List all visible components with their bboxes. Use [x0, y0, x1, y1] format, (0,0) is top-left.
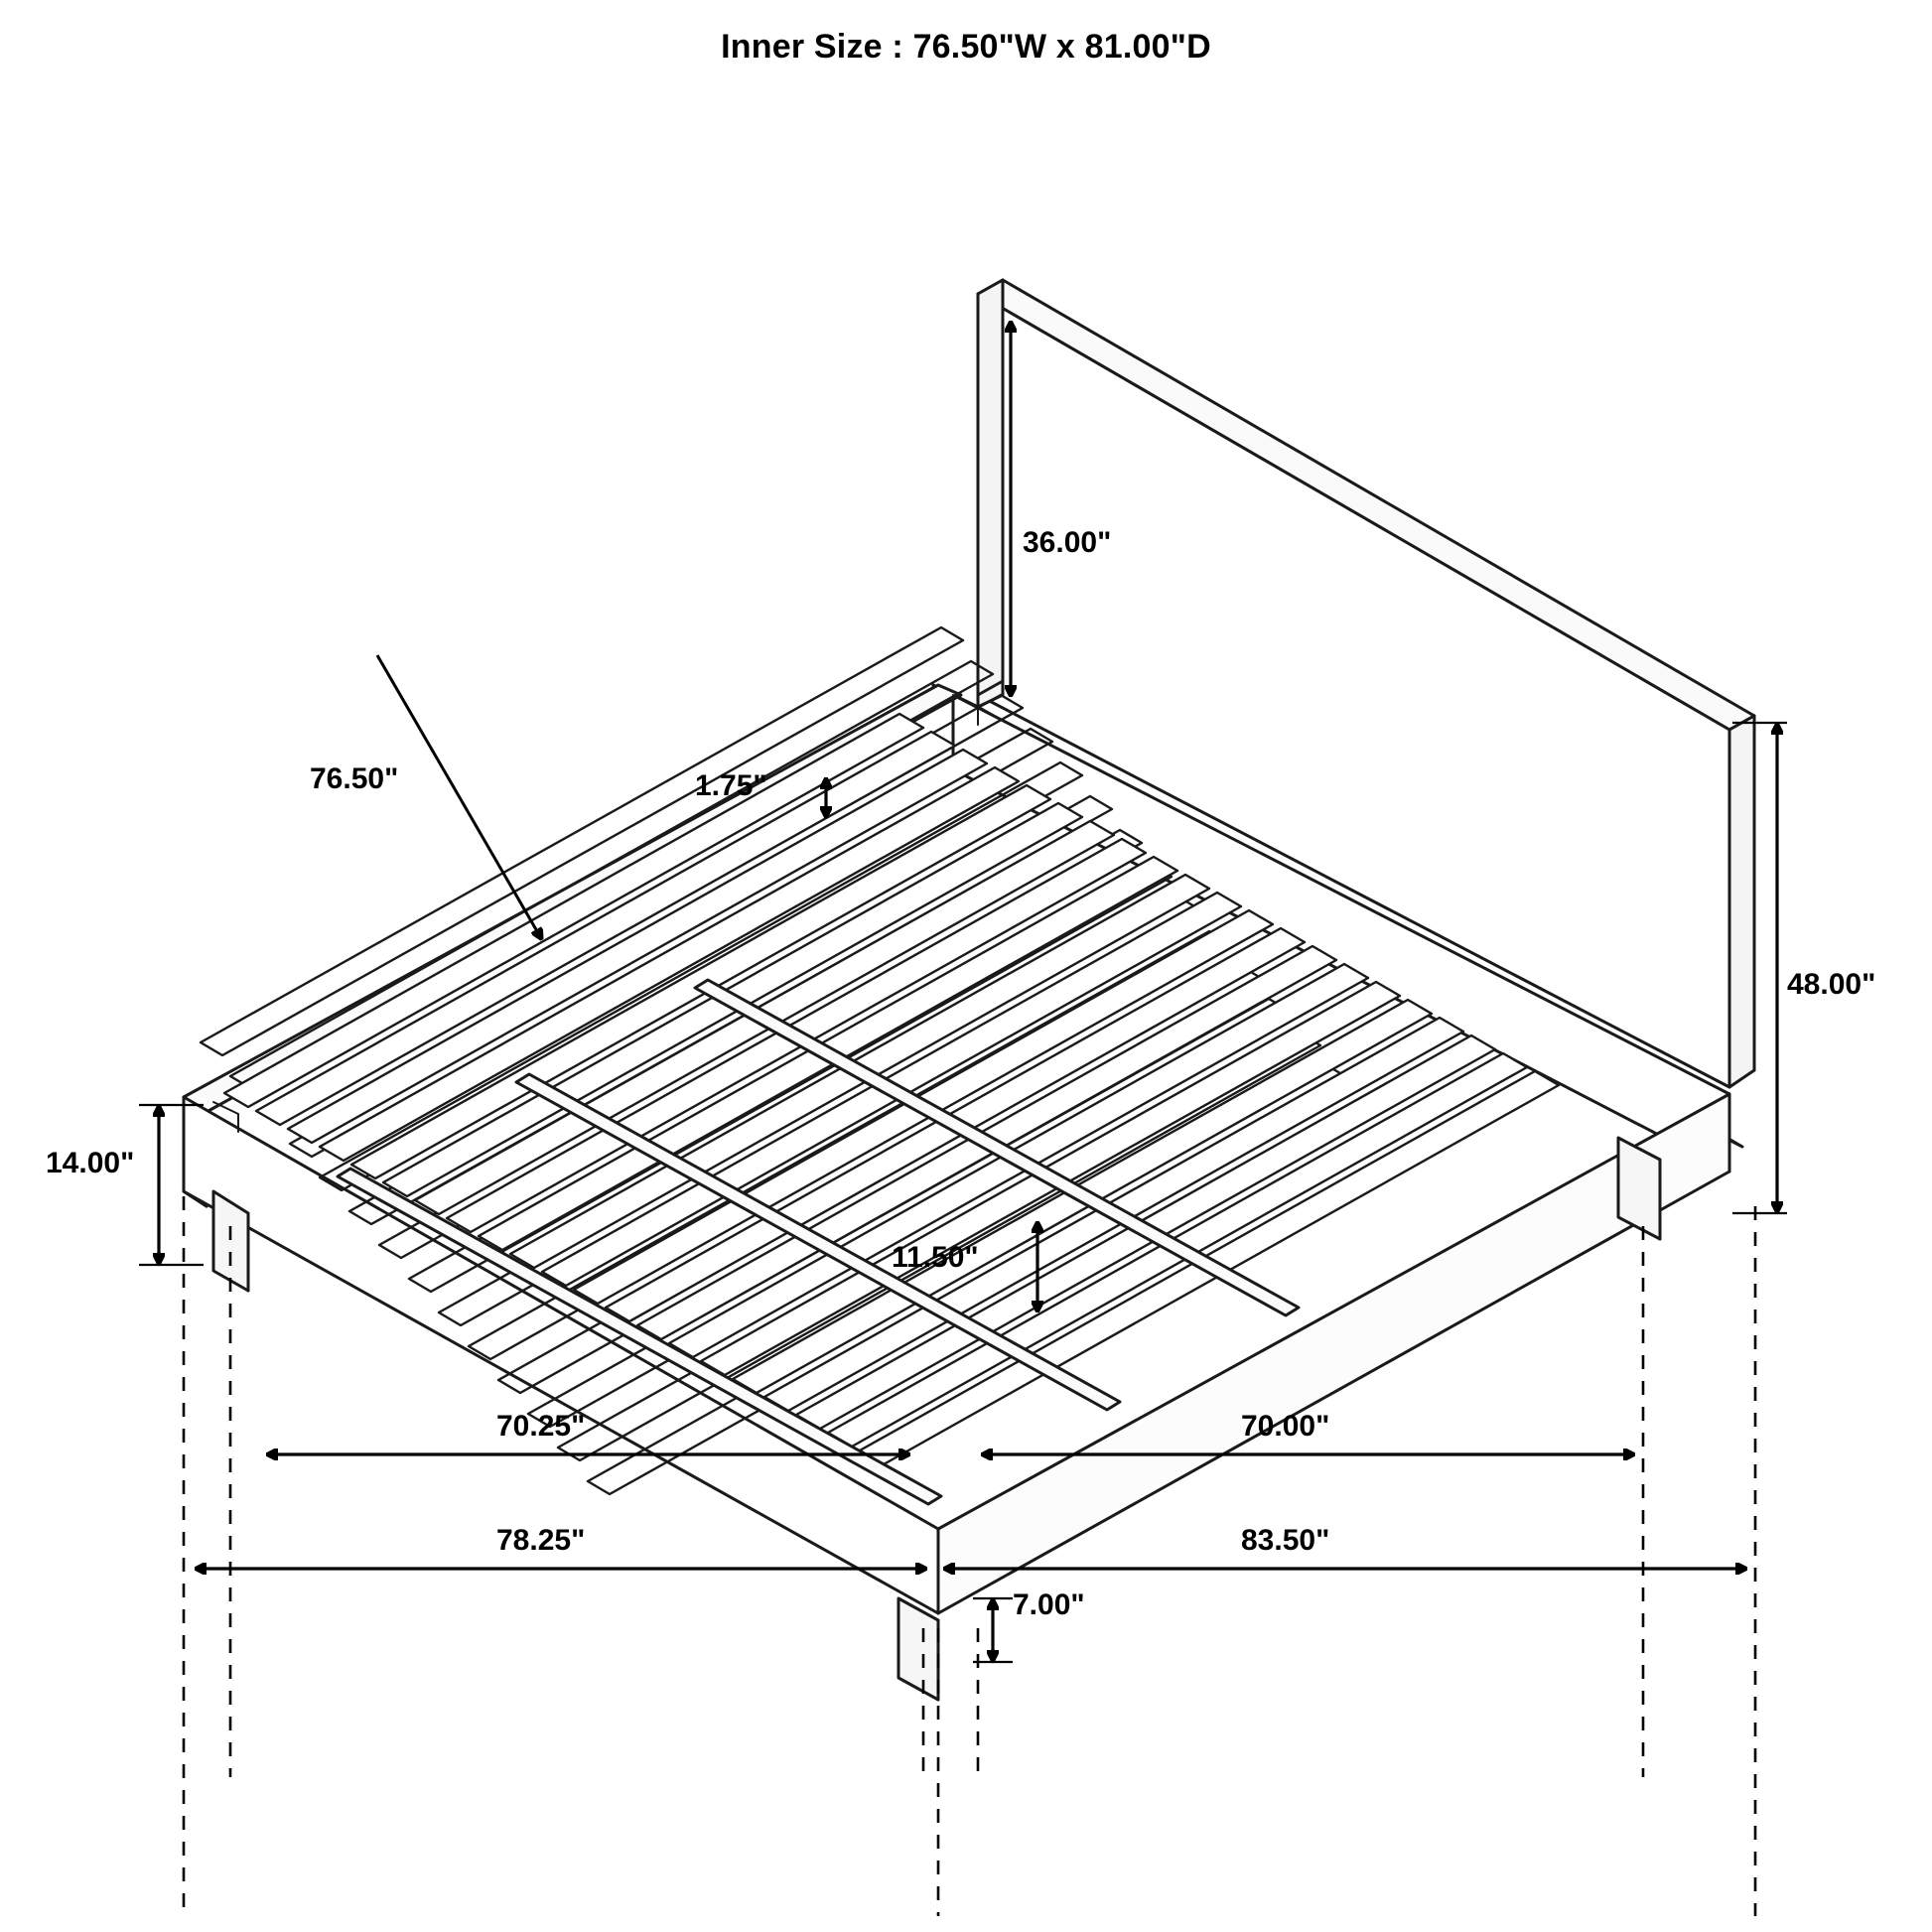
dimension-label-outer-length-left: 78.25": [496, 1524, 586, 1557]
headboard-left-post: [978, 280, 1003, 707]
dimension-label-overall-headboard-height: 48.00": [1787, 968, 1876, 1001]
dimension-label-headboard-height: 36.00": [1023, 526, 1112, 559]
dimension-label-leg-height: 7.00": [1013, 1588, 1085, 1621]
dimension-label-inner-length-left: 70.25": [496, 1410, 586, 1443]
dimension-label-outer-length-right: 83.50": [1241, 1524, 1330, 1557]
dimension-label-inner-length-right: 70.00": [1241, 1410, 1330, 1443]
dimension-label-slat-gap: 11.50": [892, 1241, 979, 1274]
dimension-label-slat-width: 76.50": [310, 762, 399, 795]
dimension-label-slat-thickness: 1.75": [695, 769, 767, 802]
page-title: Inner Size : 76.50"W x 81.00"D: [721, 28, 1211, 66]
dimension-label-deck-height: 14.00": [46, 1147, 135, 1179]
